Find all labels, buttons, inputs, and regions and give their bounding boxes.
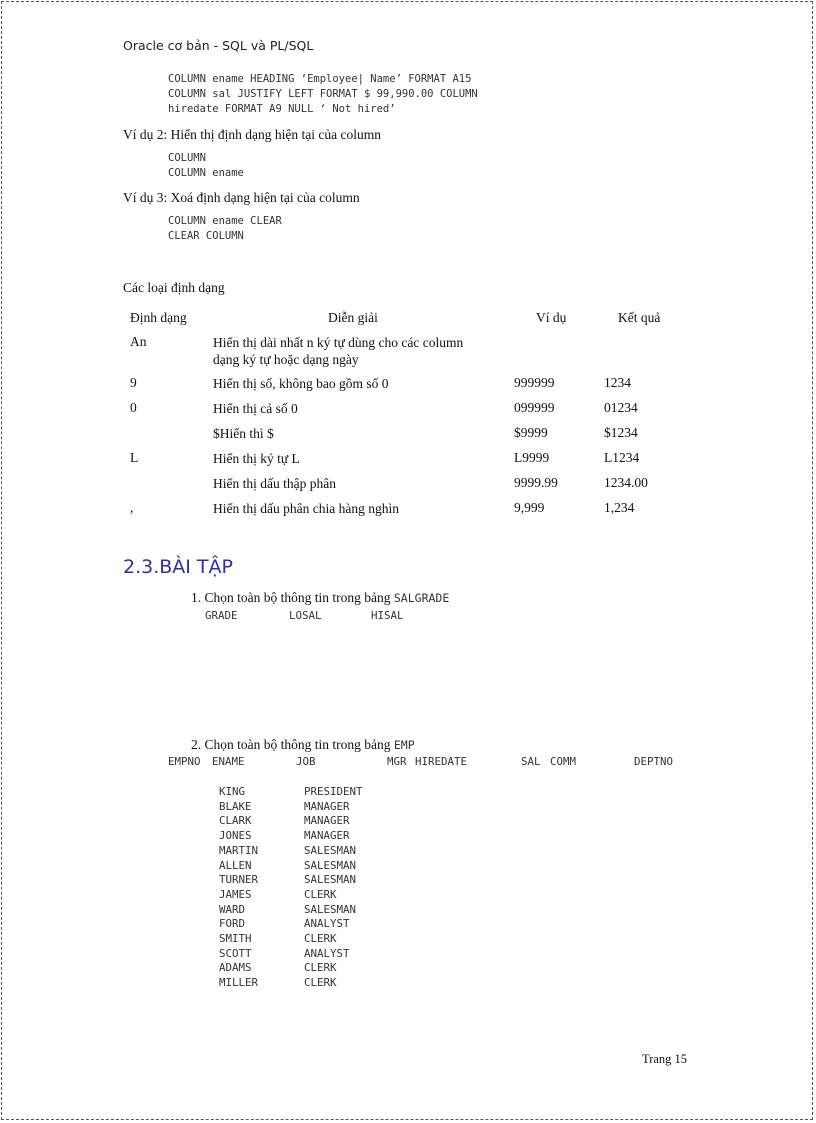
cell-ename: JAMES xyxy=(219,887,252,901)
salgrade-table xyxy=(0,609,816,719)
cell-ename: TURNER xyxy=(219,873,259,887)
cell-job: MANAGER xyxy=(304,814,350,828)
code-line: COLUMN sal JUSTIFY LEFT FORMAT $ 99,990.00 COLUMN xyxy=(168,88,478,100)
format-row xyxy=(0,500,816,540)
cell-job: CLERK xyxy=(304,961,337,975)
cell-ename: BLAKE xyxy=(219,799,252,813)
format-example: 9999.99 xyxy=(514,475,558,490)
cell-hiredate: HIREDATE xyxy=(415,755,468,768)
cell-job: CLERK xyxy=(304,932,337,945)
format-example: 999999 xyxy=(514,375,555,390)
cell-ename: MILLER xyxy=(219,976,259,990)
cell-ename: SMITH xyxy=(219,932,252,945)
code-line: COLUMN ename xyxy=(168,167,244,179)
format-desc: Hiển thị dấu thập phân xyxy=(213,476,336,491)
format-example: 099999 xyxy=(514,400,555,415)
cell-sal: SAL xyxy=(521,755,541,768)
cell-job: MANAGER xyxy=(304,799,350,813)
format-desc: Hiển thị ký tự L xyxy=(213,451,300,466)
task-2-label xyxy=(191,737,415,753)
task-1-label xyxy=(191,590,449,606)
format-code: L xyxy=(130,450,139,465)
format-result: $1234 xyxy=(604,425,638,440)
cell-ename: ENAME xyxy=(212,755,245,768)
emp-table xyxy=(0,755,816,995)
code-block-3 xyxy=(168,214,282,244)
code-line: CLEAR COLUMN xyxy=(168,230,244,242)
cell-ename: ADAMS xyxy=(219,961,252,975)
format-desc-line: dạng ký tự hoặc dạng ngày xyxy=(213,352,359,367)
cell-ename: JONES xyxy=(219,829,252,843)
cell-ename: ALLEN xyxy=(219,858,252,872)
format-code: 0 xyxy=(130,400,137,415)
cell-job: SALESMAN xyxy=(304,873,357,887)
format-desc: Hiển thị số, không bao gồm số 0 xyxy=(213,376,389,391)
col-header-result: Kết quả xyxy=(618,310,661,325)
task-2-text: 2. Chọn toàn bộ thông tin trong bảng xyxy=(191,737,394,752)
format-desc-line: Hiển thị dài nhất n ký tự dùng cho các column xyxy=(213,335,464,350)
cell-job: MANAGER xyxy=(304,829,350,843)
task-1-text: 1. Chọn toàn bộ thông tin trong bảng xyxy=(191,590,394,605)
page-number: Trang 15 xyxy=(642,1052,688,1066)
cell-ename: WARD xyxy=(219,902,246,916)
cell-job: SALESMAN xyxy=(304,858,357,872)
code-line: COLUMN xyxy=(168,152,206,164)
format-desc: $Hiển thì $ xyxy=(213,426,274,441)
cell-comm: COMM xyxy=(550,755,577,768)
cell-grade: GRADE xyxy=(205,609,238,622)
example-3-label: Ví dụ 3: Xoá định dạng hiện tại của column xyxy=(123,190,360,205)
cell-job: CLERK xyxy=(304,976,337,990)
section-title: 2.3.BÀI TẬP xyxy=(123,556,233,578)
cell-job: SALESMAN xyxy=(304,902,357,916)
page-header: Oracle cơ bản - SQL và PL/SQL xyxy=(123,38,314,53)
code-line: hiredate FORMAT A9 NULL ‘ Not hired’ xyxy=(168,103,396,115)
format-row xyxy=(0,334,816,374)
code-block-2 xyxy=(168,151,244,181)
col-header-format: Định dạng xyxy=(130,310,187,325)
format-result: L1234 xyxy=(604,450,640,465)
cell-losal: LOSAL xyxy=(289,609,322,622)
format-example: $9999 xyxy=(514,425,548,440)
format-result: 1,234 xyxy=(604,500,635,515)
format-code: , xyxy=(130,500,134,515)
format-example: L9999 xyxy=(514,450,550,465)
format-result: 1234 xyxy=(604,375,631,390)
format-desc xyxy=(213,334,493,368)
format-desc: Hiển thị cả số 0 xyxy=(213,401,298,416)
cell-job: ANALYST xyxy=(304,946,350,960)
cell-empno: EMPNO xyxy=(168,755,201,768)
format-example: 9,999 xyxy=(514,500,545,515)
cell-ename: CLARK xyxy=(219,814,252,828)
cell-ename: SCOTT xyxy=(219,946,252,960)
cell-ename: MARTIN xyxy=(219,843,259,857)
cell-job: SALESMAN xyxy=(304,843,357,857)
cell-hisal: HISAL xyxy=(371,609,404,622)
cell-job: PRESIDENT xyxy=(304,785,363,798)
cell-ename: FORD xyxy=(219,917,246,931)
cell-job: ANALYST xyxy=(304,917,350,931)
format-result: 01234 xyxy=(604,400,638,415)
cell-deptno: DEPTNO xyxy=(634,755,674,768)
cell-job: CLERK xyxy=(304,887,337,901)
task-1-table-name: SALGRADE xyxy=(393,591,450,605)
col-header-desc: Diễn giải xyxy=(328,310,378,325)
code-block-1 xyxy=(168,72,478,117)
cell-ename: KING xyxy=(219,785,246,798)
format-code: An xyxy=(130,334,147,349)
code-line: COLUMN ename CLEAR xyxy=(168,215,282,227)
example-2-label: Ví dụ 2: Hiển thị định dạng hiện tại của column xyxy=(123,127,381,142)
code-line: COLUMN ename HEADING ‘Employee| Name’ FORMAT A15 xyxy=(168,73,472,85)
formats-heading: Các loại định dạng xyxy=(123,280,225,295)
format-result: 1234.00 xyxy=(604,475,648,490)
cell-mgr: MGR xyxy=(387,755,407,768)
cell-job: JOB xyxy=(296,755,316,768)
format-code: 9 xyxy=(130,375,137,390)
task-2-table-name: EMP xyxy=(393,738,415,752)
format-desc: Hiển thị dấu phân chia hàng nghìn xyxy=(213,501,399,516)
col-header-example: Ví dụ xyxy=(536,310,567,325)
